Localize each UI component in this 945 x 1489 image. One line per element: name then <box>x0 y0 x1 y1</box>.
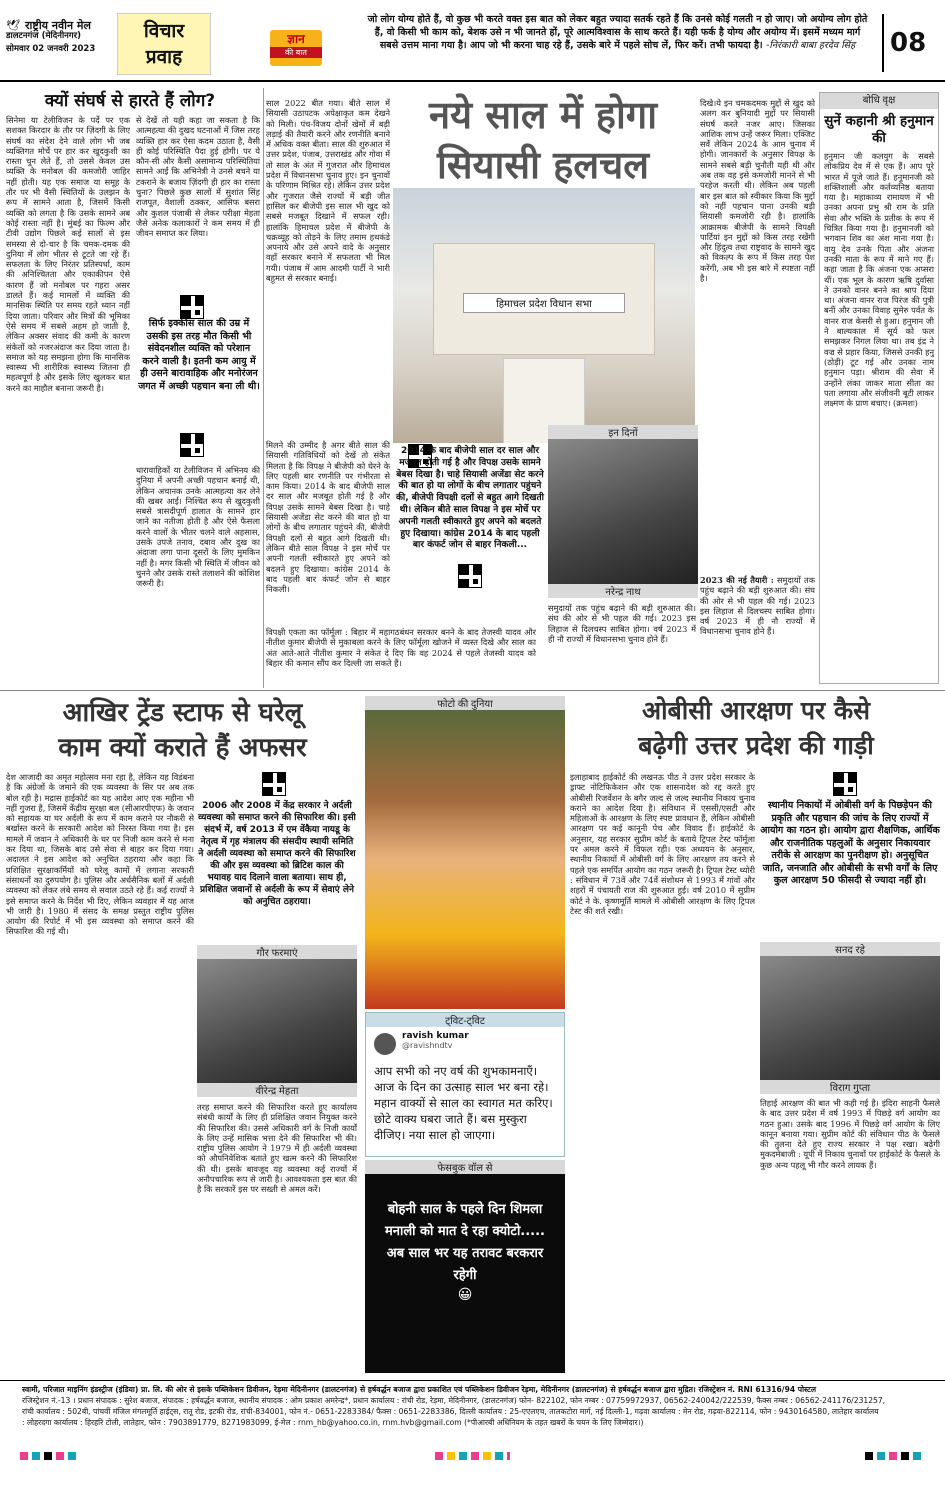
article-center-pull-quote: 2014 के बाद बीजेपी साल दर साल और मजबूत होती गई है और विपक्ष उसके सामने बेबस दिखा है। चाहे सियासी अजेंडा सेट करने की बात हो या लोगों के बीच लगातार पहुंचने की, बीजेपी विपक्षी दलों से बहुत आगे दिखती थी। लेकिन बीते साल विपक्ष ने इस मोर्चे पर अपनी गलती स्वीकारते हुए अपने को बदलते हुए दिखाया। कांग्रेस 2014 के बाद पहली बार कंफर्ट जोन से बाहर निकली... <box>396 446 544 551</box>
column-rule <box>263 88 264 688</box>
subhead-2023: 2023 की नई तैयारी : <box>700 575 774 585</box>
qr-code-icon <box>180 433 204 457</box>
issue-date: सोमवार 02 जनवरी 2023 <box>6 44 96 54</box>
masthead-rule <box>0 80 945 82</box>
tweet-label: ट्विट-ट्विट <box>366 1013 564 1027</box>
photo-duniya-box <box>365 696 565 1009</box>
gaur-label: गौर फरमाएं <box>197 945 357 959</box>
tweet-handle: @ravishndtv <box>402 1041 453 1050</box>
virendra-mehta-photo <box>197 959 357 1083</box>
bodh-label: बोधि वृक्ष <box>820 93 938 109</box>
article-left-title: क्यों संघर्ष से हारते हैं लोग? <box>44 91 216 111</box>
registration-marks <box>20 1448 925 1464</box>
bodh-text: हनुमान जी कलयुग के सबसे लोकप्रिय देव में से एक हैं। आप पूरे भारत में पूजे जाते हैं। हनुमानजी को शक्तिशाली और कर्तव्यनिष्ठ बताया गया है। महाकाव्य रामायण में भी उनका अपना प्रभु श्री राम के प्रति सेवा और भक्ति के प्रतीक के रूप में चित्रित किया गया है। हनुमानजी को भगवान शिव का अंश माना गया है। वायु देव उनके पिता और अंजना उनकी माता के रूप में माने गए हैं। कहा जाता है कि अंजना एक अप्सरा थीं। एक भूल के कारण ऋषि दुर्वासा ने उनको वानर बनने का श्राप दिया था। अंजना वानर राज पिरंज की पुत्री बनीं और उनका विवाह सुमेरु पर्वत के वानर राज केसरी से हुआ। हनुमान जी ने बाल्यकाल में सूर्य को फल समझकर निगल लिया था। तब इंद्र ने वज्र से प्रहार किया, जिससे उनकी हनु (ठोड़ी) टूट गई और उनका नाम हनुमान पड़ा। श्रीराम की सेवा में उन्होंने लंका जाकर माता सीता का पता लगाया और संजीवनी बूटी लाकर लक्ष्मण के प्राण बचाए। (क्रमशः) <box>824 151 934 409</box>
article-center-title-1: नये साल में होगा <box>428 93 658 137</box>
article-center-col-right: दिखे।ये इन चमकदमक मुद्दों से खुद को अलग कर बुनियादी मुद्दों पर सियासी संघर्ष करते नजर आए। जिसका आशिक लाभ उन्हें जरूर मिला। एक्जिट सर्वे लेकिन 2024 के आम चुनाव में होगी। जानकारों के अनुसार विपक्ष के सामने सबसे बड़ी चुनौती यही थी और अब तक वह इसे कमजोरी मानने से भी परहेज करती थी। लेकिन अब पहली बार इस बात को स्वीकार किया कि मुद्दों को नहीं पहचान पाना उनकी बड़ी सियासी कमजोरी रही है। हालांकि आक्रामक बीजेपी के सामने विपक्षी पार्टियां इन मुद्दों को किस तरह रखेंगी और हिंदुत्व तथा राष्ट्रवाद के सामने खुद को विकल्प के रूप में किस तरह पेश करेंगी, अब भी इस बारे में स्पष्टता नहीं है। <box>700 98 815 284</box>
bodh-box <box>819 92 939 684</box>
dots-left <box>20 1452 80 1460</box>
gaur-box <box>197 945 357 1097</box>
gyan-sub: की बात <box>270 47 322 58</box>
masthead <box>0 0 945 80</box>
footer-line-2: रजिस्ट्रेशन नं.-13 । प्रधान संपादक : सुरेश बजाज, संपादक : हर्षवर्द्धन बजाज, स्थानीय संपादक : ओम प्रकाश अमरेन्द्र*, प्रधान कार्यालय : रांची रोड, रेड़मा, मेदिनीनगर, (डालटनगंज) फोन- 822102, फोन नम्बर : 07759972937, 06562-240042/222539, फैक्स नम्बर : 06562-241176/231257, <box>22 1396 886 1405</box>
masthead-divider <box>882 14 884 72</box>
article-obc-title-1: ओबीसी आरक्षण पर कैसे <box>641 696 871 725</box>
section-rule <box>0 690 945 691</box>
quote-text: जो लोग योग्य होते हैं, वो कुछ भी करते वक्त इस बात को लेकर बहुत ज्यादा सतर्क रहते हैं कि उनसे कोई गलती न हो जाए। जो अयोग्य लोग होते हैं, वो किसी भी काम को, बेशक उसे न भी जानते हों, पूरे आत्मविश्वास के साथ करते हैं। यही फर्क है योग्य और अयोग्य में। इसमें मध्यम मार्ग सबसे उत्तम माना गया है। आप जो भी करना चाह रहे हैं, उसके बारे में पहले सोच लें, फिर करें। तभी फायदा है। <box>367 14 868 52</box>
article-left-col2b: धारावाहिकों या टेलीविजन में अभिनय की दुनिया में अपनी अच्छी पहचान बनाई थी, लेकिन अचानक उनके आत्महत्या कर लेने की खबर आई। निश्चित रूप से खुदकुशी सबसे त्रासदीपूर्ण हालात के सामने हार जाने का नतीजा होती है और ऐसे फैसला करने वालों के भीतर चलने वाले अहसास, उसके उपजे तनाव, दबाव और दुख का अंदाजा लगा पाना दूसरों के लिए मुमकिन नहीं है। मगर किसी भी स्थिति में जीवन को चुनने और उसके रास्ते तलाशने की कोशिश जरूरी है। <box>136 465 260 589</box>
article-bl-pull-quote: 2006 और 2008 में केंद्र सरकार ने अर्दली व्यवस्था को समाप्त करने की सिफारिश की। इसी संदर्भ में, वर्ष 2013 में एम वेंकैया नायडू के नेतृत्व में गृह मंत्रालय की संसदीय स्थायी समिति ने अर्दली व्यवस्था को समाप्त करने की सिफारिश की और इस व्यवस्था को ब्रिटिश काल की भयावह याद दिलाने वाला बताया। साथ ही, प्रशिक्षित जवानों से अर्दली के रूप में सेवाएं लेने को अनुचित ठहराया। <box>198 801 356 907</box>
gaur-caption: वीरेन्द्र मेहता <box>197 1083 357 1097</box>
article-center-title-2: सियासी हलचल <box>436 143 649 187</box>
article-left-col2: से देखें तो यही कहा जा सकता है कि आत्महत्या की दुखद घटनाओं में जिस तरह व्यक्ति हार कर ऐसा कदम उठाता है, वैसी ही कोई परिस्थिति पैदा हुई होगी। पर ये कौन-सी और कैसी असामान्य परिस्थितियां सामने आईं कि अभिनेत्री ने उनसे बचने या टकराने के बजाय ज़िंदगी ही हार का रास्ता चुना? पिछले कुछ सालों में सुशांत सिंह राजपूत, वैशाली ठक्कर, आसिफ बसरा और कुशल पंजाबी से लेकर परीक्षा मेहता जैसे अनेक कलाकारों ने कम समय में ही जीवन समाप्त कर लिया। <box>136 115 260 239</box>
facebook-text: बोहनी साल के पहले दिन शिमला मनाली को मात दे रहा क्योटो..... अब साल भर यह तरावट बरकरार रहेगी <box>384 1202 546 1283</box>
article-center-col-c2: विपक्षी एकता का फॉर्मूला : बिहार में महागठबंधन सरकार बनने के बाद तेजस्वी यादव और नीतीश कुमार बीजेपी से मुकाबला करने के लिए फॉर्मूला खोजने में व्यस्त दिखे और साल का अंत आते-आते नीतीश कुमार ने संकेत दे दिए कि वह 2024 से पहले तेजस्वी यादव को बिहार की कमान सौंप कर दिल्ली जा सकते हैं। <box>266 627 536 668</box>
dots-right <box>865 1452 925 1460</box>
tweet-text: आप सभी को नए वर्ष की शुभकामनाएँ। आज के दिन का उत्साह साल भर बना रहे। महान वाक्यों से साल का स्वागत मत करिए। छोटे वाक्य घबरा जाते हैं। बस मुस्कुरा दीजिए। नया साल हो जाएगा। <box>374 1064 553 1142</box>
qr-code-icon <box>180 295 204 319</box>
article-obc-col3: तिहाई आरक्षण की बात भी कही गई है। इंदिरा साहनी फैसले के बाद उत्तर प्रदेश में वर्ष 1993 में पिछड़े वर्ग आयोग का गठन हुआ। उसके बाद 1996 में पिछड़े वर्ग आयोग के लिए कानून बनाया गया। सुप्रीम कोर्ट की संविधान पीठ के फैसले की तुलना देते हुए राज्य सरकार ने पक्ष रखा। बढ़ेगी मुकदमेबाजी : यूपी में निकाय चुनावों पर हाईकोर्ट के फैसले के कुछ अन्य पहलू भी गौर करने लायक हैं। <box>760 1098 940 1170</box>
section-title-2: प्रवाह <box>145 46 183 68</box>
qr-code-icon <box>262 772 286 796</box>
footer-rule <box>0 1380 945 1381</box>
sanad-box <box>760 942 940 1094</box>
in-dino-label: इन दिनों <box>548 425 698 439</box>
virag-gupta-photo <box>760 956 940 1080</box>
vidhan-sabha-sign: हिमाचल प्रदेश विधान सभा <box>463 293 625 313</box>
quote-author: -निरंकारी बाबा हरदेव सिंह <box>765 40 856 52</box>
sanad-caption: विराग गुप्ता <box>760 1080 940 1094</box>
facebook-post <box>365 1174 565 1373</box>
avatar <box>374 1033 396 1055</box>
bodh-title: सुनें कहानी श्री हनुमान की <box>824 113 934 146</box>
footer-line-4: : लोहरदगा कार्यालय : हिरहरि टोली, लातेहार, फोन : 7903891779, 8271983099, ई-मेल : rnm_hb@yahoo.co.in, rnm.hvb@gmail.com (*पीआरबी अधिनियम के तहत खबरों के चयन के लिए जिम्मेदार।) <box>22 1418 644 1427</box>
in-dino-box <box>548 425 698 600</box>
gyan-label: ज्ञान <box>287 32 305 46</box>
footer-imprint <box>22 1384 927 1428</box>
article-left-pull-quote: सिर्फ इक्कीस साल की उम्र में उसकी इस तरह मौत किसी भी संवेदनशील व्यक्ति को परेशान करने वाली है। इतनी कम आयु में ही उसने बारावाहिक और मनोरंजन जगत में अच्छी पहचान बना ली थी। <box>138 318 260 392</box>
article-center-col-c3: समुदायों तक पहुंच बढ़ाने की बड़ी शुरुआत की। संघ की ओर से भी पहल की गई। 2023 इस लिहाज से दिलचस्प साबित होगा। वर्ष 2023 में ही नौ राज्यों में विधानसभा चुनाव होने हैं। <box>548 603 696 644</box>
tweet-author <box>366 1027 564 1061</box>
article-center-col-mid: मिलने की उम्मीद है अगर बीते साल की सियासी गतिविधियों को देखें तो संकेत मिलता है कि विपक्ष ने बीजेपी को घेरने के लिए पहली बार रणनीति पर गंभीरता से काम किया। 2014 के बाद बीजेपी साल दर साल और मजबूत होती गई है और विपक्ष उसके सामने बेबस दिखा है। चाहे सियासी अजेंडा सेट करने की बात हो या लोगों के बीच लगातार पहुंचने की, बीजेपी विपक्षी दलों से बहुत आगे दिखती थी। लेकिन बीते साल विपक्ष ने इस मोर्चे पर अपनी गलती स्वीकारते हुए अपने को बदलने हुए दिखाया। कांग्रेस 2014 के बाद पहली बार कंफर्ट जोन से बाहर निकली। <box>266 440 390 595</box>
footer-line-1: स्वामी, परिजात माइनिंग इंडस्ट्रीज (इंडिया) प्रा. लि. की ओर से इसके पब्लिकेशन डिवीजन, रेड़मा मेदिनीनगर (डालटनगंज) से हर्षवर्द्धन बजाज द्वारा प्रकाशित एवं पब्लिकेशन डिवीजन रेड़मा, मेदिनीनगर (डालटनगंज) से हर्षवर्द्धन बजाज द्वारा मुद्रित। रजिस्ट्रेशन नं. RNI 61316/94 पोस्टल <box>22 1385 816 1394</box>
sanad-label: सनद रहे <box>760 942 940 956</box>
article-center-intro: साल 2022 बीत गया। बीते साल में सियासी उठापटक अपेक्षाकृत कम देखने को मिली। पंच-विजय दोनों खेमों में बड़ी लड़ाई की तैयारी करने और रणनीति बनाने में अधिक वक्त बीता। साल की शुरुआत में उत्तर प्रदेश, पंजाब, उत्तराखंड और गोवा में तो साल के अंत में गुजरात और हिमाचल प्रदेश में विधानसभा चुनाव हुए। इन चुनावों के परिणाम मिश्रित रहे। लेकिन उत्तर प्रदेश और गुजरात जैसे राज्यों में बड़ी जीत हासिल कर बीजेपी इस साल भी खुद को सबसे मजबूत दिखाने में सफल रही। हालांकि हिमाचल प्रदेश में बीजेपी के चक्रव्यूह को तोड़ने के लिए तमाम हथकंडे अपनाये और उसे अपने वादे के अनुसार वहाँ सरकार बनाने में सफलता भी मिल गयी। पंजाब में आम आदमी पार्टी ने भारी बहुमत से सरकार बनाई। <box>266 98 390 284</box>
article-bl-title-1: आखिर ट्रेंड स्टाफ से घरेलू <box>62 698 303 728</box>
article-center-subhead <box>700 575 815 682</box>
photo-duniya-label: फोटो की दुनिया <box>365 696 565 710</box>
article-bl-col1: देश आजादी का अमृत महोत्सव मना रहा है, लेकिन यह विडंबना है कि अंग्रेजों के जमाने की एक व्यवस्था के सिर पर अब तक बोल रही है। मद्रास हाईकोर्ट का यह आदेश आए एक महीना भी नहीं गुजरा है, जिसमें केंद्रीय सुरक्षा बल (सीआरपीएफ) के जवान को सहायक या घर अर्दली के रूप में काम कराने पर नौकरी से बर्खास्त करने के सरकारी आदेश को निरस्त किया गया है। इस मामले में जवान ने अधिकारी के घर पर निजी काम करने से मना कर दिया था, जिसके बाद उसे सेवा से बाहर कर दिया गया। अदालत ने इस आदेश को अनुचित ठहराया और कहा कि प्रशिक्षित सुरक्षाकर्मियों को घरेलू कामों में लगाना सरकारी संसाधनों का दुरुपयोग है। पुलिस और अर्धसैनिक बलों में अर्दली व्यवस्था को लेकर लंबे समय से सवाल उठते रहे हैं। कई राज्यों ने इसे समाप्त करने के निर्देश भी दिए, लेकिन व्यवहार में यह आज भी जारी है। 1980 में संसद के समक्ष प्रस्तुत राष्ट्रीय पुलिस आयोग की रिपोर्ट में भी इस व्यवस्था को समाप्त करने की सिफारिश की गई थी। <box>6 772 194 937</box>
article-bl-col2: तरह समाप्त करने की सिफारिश करते हुए कार्यालय संबंधी कार्यों के लिए ही प्रशिक्षित जवान नियुक्त करने की सिफारिश की। उससे अधिकारी वर्ग के निजी कार्यों के लिए उन्हें मासिक भत्ता देने की सिफारिश भी की। राष्ट्रीय पुलिस आयोग ने 1979 में ही अर्दली व्यवस्था को औपनिवेशिक बताते हुए खत्म करने की सिफारिश की थी। इसके बावजूद यह व्यवस्था कई राज्यों में अनौपचारिक रूप से जारी है। आवश्यकता इस बात की है कि सरकारें इस पर सख्ती से अमल करें। <box>197 1102 357 1195</box>
facebook-box <box>365 1160 565 1373</box>
tweet-box <box>365 1012 565 1157</box>
section-title-1: विचार <box>143 20 185 42</box>
vidhan-sabha-photo <box>393 188 695 443</box>
edition: डालटनगंज (मेदिनीनगर) <box>6 31 82 41</box>
article-obc-pull-quote: स्थानीय निकायों में ओबीसी वर्ग के पिछड़ेपन की प्रकृति और पहचान की जांच के लिए राज्यों में आयोग का गठन हो। आयोग द्वारा शैक्षणिक, आर्थिक और राजनीतिक पहलुओं के अनुसार निकायवार तरीके से आरक्षण का पुनरीक्षण हो। अनुसूचित जाति, जनजाति और ओबीसी के सभी वर्गों के लिए कुल आरक्षण 50 फीसदी से ज्यादा नहीं हो। <box>760 800 940 886</box>
article-obc-col1: इलाहाबाद हाईकोर्ट की लखनऊ पीठ ने उत्तर प्रदेश सरकार के ड्राफ्ट नोटिफिकेशन और एक शासनादेश को रद्द करते हुए ओबीसी रिजर्वेशन के बगैर जल्द से जल्द स्थानीय निकाय चुनाव कराने का आदेश दिया है। संविधान में एससी/एसटी और महिलाओं के आरक्षण के लिए स्पष्ट प्रावधान हैं, लेकिन ओबीसी आरक्षण पर कई कानूनी पेच और विवाद हैं। हाईकोर्ट के अनुसार, यह सरकार सुप्रीम कोर्ट के बताये ट्रिपल टेस्ट फॉर्मूला पर अमल करने में विफल रही। एक अध्ययन के अनुसार, स्थानीय निकायों में ओबीसी वर्ग के लिए आरक्षण तय करने से पहले एक समर्पित आयोग का गठन जरूरी है। ट्रिपल टेस्ट थ्योरी : संविधान में 73वें और 74वें संशोधन से 1993 में गांवों और शहरों में पंचायती राज की शुरुआत हुई। वर्ष 2010 में सुप्रीम कोर्ट ने के. कृष्णमूर्ति मामले में ओबीसी आरक्षण के लिए ट्रिपल टेस्ट की शर्त रखी। <box>570 772 755 916</box>
section-box <box>117 13 211 75</box>
article-left-col1: सिनेमा या टेलीविजन के पर्दे पर एक सशक्त किरदार के तौर पर ज़िंदगी के लिए संघर्ष का संदेश देने वाले लोग भी जब व्यक्तिगत मोर्चे पर हार कर खुदकुशी का रास्ता चुन लेते हैं, तो उससे केवल उस व्यक्ति के मनोबल की कमजोरी जाहिर नहीं होती। यह एक समाज या समूह के तौर पर भी वैसी स्थितियों के उलझन के रूप में सामने आता है, जिसमें किसी व्यक्ति को लगता है कि उसके सामने अब कोई रास्ता नहीं है। मुंबई का फिल्म और टीवी उद्योग पिछले कई सालों से इस समस्या से दो-चार है कि चमक-दमक की दुनिया में लोग भीतर से टूटते जा रहे हैं। सफलता के लिए निरंतर प्रतिस्पर्धा, काम की अनिश्चितता और एकाकीपन ऐसे कारण हैं जो मनोबल पर गहरा असर डालते हैं। कई मामलों में व्यक्ति की मानसिक स्थिति पर समय रहते ध्यान नहीं दिया जाता। परिवार और मित्रों की भूमिका ऐसे समय में सबसे अहम हो जाती है, लेकिन अक्सर संवाद की कमी के कारण संकेतों को नजरअंदाज कर दिया जाता है। समाज को यह समझना होगा कि मानसिक स्वास्थ्य भी शारीरिक स्वास्थ्य जितना ही महत्वपूर्ण है और इसके लिए खुलकर बात करने का माहौल बनाना जरूरी है। <box>6 115 130 393</box>
facebook-label: फेसबुक वॉल से <box>365 1160 565 1174</box>
dots-center <box>435 1452 510 1460</box>
qr-code-icon <box>458 564 482 588</box>
paper-name: राष्ट्रीय नवीन मेल <box>25 19 91 32</box>
gyan-badge <box>270 30 322 66</box>
smile-icon: 😀 <box>457 1287 473 1303</box>
in-dino-caption: नरेन्द्र नाथ <box>548 584 698 598</box>
tweet-name: ravish kumar <box>402 1031 469 1041</box>
article-bl-title-2: काम क्यों कराते हैं अफसर <box>58 733 307 763</box>
page-number: 08 <box>890 28 927 58</box>
bird-icon: 🕊 <box>6 19 20 32</box>
footer-line-3: रांची कार्यालय : 502बी, पांचवीं मंजिल मंगलमूर्ति हाईट्स, रातू रोड, इटकी रोड, रांची-834001, फोन नं.- 0651-2283384/ फैक्स : 0651-2283386, दिल्ली कार्यालय : 25-एएलएच, तालकटोरा मार्ग, नई दिल्ली-1, गढ़वा कार्यालय : मेन रोड, गढ़वा-822114, फोन : 9430164580, लातेहार कार्यालय <box>22 1407 879 1416</box>
celebrity-photo <box>365 710 565 1009</box>
qr-code-icon <box>833 772 857 796</box>
narendra-nath-photo <box>548 439 698 584</box>
quote-box <box>365 13 870 53</box>
subhead-text: समुदायों तक पहुंच बढ़ाने की बड़ी शुरुआत की। संघ की ओर से भी पहल की गई। 2023 इस लिहाज से दिलचस्प साबित होगा। वर्ष 2023 में ही नौ राज्यों में विधानसभा चुनाव होने हैं। <box>700 575 815 637</box>
article-obc-title-2: बढ़ेगी उत्तर प्रदेश की गाड़ी <box>638 731 874 760</box>
